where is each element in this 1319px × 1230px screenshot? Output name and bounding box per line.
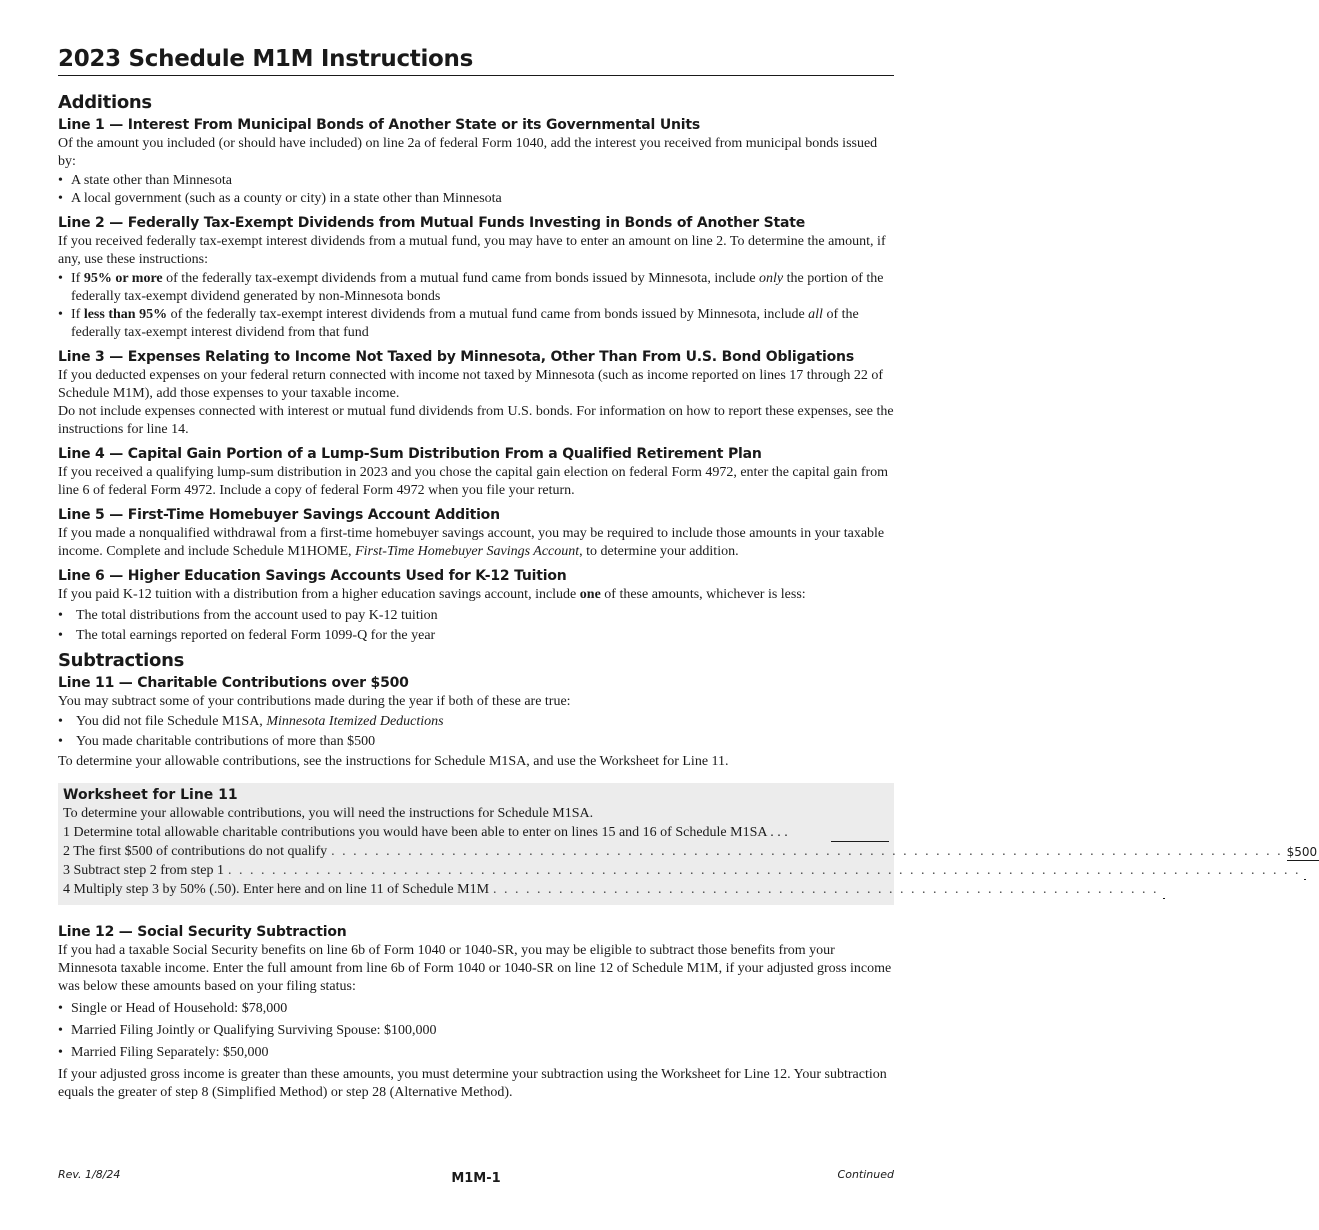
worksheet-step-2: 2 The first $500 of contributions do not qualify . . . . . . . . . . . . . . . . . . . . . . . . . . . . . . . . . . . . . . . . . . . . . . . . . . . . . . . . . . . . . . . . . . . . . . . . . . . . . . . . . . . . . . . $500 bbox=[63, 844, 1318, 859]
list-item: • Single or Head of Household: $78,000 bbox=[58, 1000, 894, 1018]
list-item: • The total earnings reported on federal Form 1099-Q for the year bbox=[58, 627, 894, 645]
line6-list bbox=[58, 607, 894, 645]
step-4-input[interactable] bbox=[1163, 882, 1165, 899]
line4-text: If you received a qualifying lump-sum distribution in 2023 and you chose the capital gain election on federal Form 4972, enter the capital gain from line 6 of federal Form 4972. Include a copy of federal Form 4972 when you file your return. bbox=[58, 465, 889, 498]
line11-list bbox=[58, 713, 894, 751]
line2-text: If you received federally tax-exempt interest dividends from a mutual fund, you may have to enter an amount on line 2. To determine the amount, if any, use these instructions: bbox=[58, 234, 886, 267]
list-item: • If 95% or more of the federally tax-exempt dividends from a mutual fund came from bonds issued by Minnesota, include only the portion of the federally tax-exempt dividend generated by non-Minnesota bonds bbox=[58, 270, 894, 306]
line11-text-2: To determine your allowable contributions, see the instructions for Schedule M1SA, and use the Worksheet for Line 11. bbox=[58, 754, 729, 769]
continued-label: Continued bbox=[837, 1168, 894, 1181]
worksheet-step-4: 4 Multiply step 3 by 50% (.50). Enter here and on line 11 of Schedule M1M . . . . . . . . . . . . . . . . . . . . . . . . . . . . . . . . . . . . . . . . . . . . . . . . . . . . . . . . . . . . . bbox=[63, 880, 889, 899]
worksheet-line11 bbox=[58, 783, 1318, 905]
step-3-input[interactable] bbox=[1304, 863, 1306, 880]
page-content bbox=[58, 44, 1318, 1102]
line2-list bbox=[58, 270, 894, 342]
worksheet-title: Worksheet for Line 11 bbox=[63, 787, 238, 803]
line11-heading: Line 11 — Charitable Contributions over $500 bbox=[58, 675, 409, 691]
line12-text: If you had a taxable Social Security benefits on line 6b of Form 1040 or 1040-SR, you may be eligible to subtract those benefits from your Minnesota taxable income. Enter the full amount from line 6b of Form 1040 or 1040-SR on line 12 of Schedule M1M, if your adjusted gross income was below these amounts based on your filing status: bbox=[58, 943, 892, 994]
list-item: • A local government (such as a county or city) in a state other than Minnesota bbox=[58, 190, 894, 208]
line6-heading: Line 6 — Higher Education Savings Accounts Used for K-12 Tuition bbox=[58, 568, 567, 584]
line2-heading: Line 2 — Federally Tax-Exempt Dividends from Mutual Funds Investing in Bonds of Another State bbox=[58, 215, 805, 231]
worksheet-step-3: 3 Subtract step 2 from step 1 . . . . . . . . . . . . . . . . . . . . . . . . . . . . . . . . . . . . . . . . . . . . . . . . . . . . . . . . . . . . . . . . . . . . . . . . . . . . . . . . . . . . . . . . . . . . . . . . . . bbox=[63, 861, 889, 880]
line1-list bbox=[58, 172, 894, 208]
line4-heading: Line 4 — Capital Gain Portion of a Lump-Sum Distribution From a Qualified Retirement Plan bbox=[58, 446, 762, 462]
list-item: • You made charitable contributions of more than $500 bbox=[58, 733, 894, 751]
line12-heading: Line 12 — Social Security Subtraction bbox=[58, 924, 347, 940]
line3-text: If you deducted expenses on your federal return connected with income not taxed by Minnesota (such as income reported on lines 17 through 22 of Schedule M1M), add those expenses to your taxable income. bbox=[58, 368, 883, 401]
line12-text-2: If your adjusted gross income is greater than these amounts, you must determine your subtraction using the Worksheet for Line 12. Your subtraction equals the greater of step 8 (Simplified Method) or step 28 (Alternative Method). bbox=[58, 1067, 887, 1100]
step-2-value: $500 bbox=[1286, 845, 1318, 859]
page-title: 2023 Schedule M1M Instructions bbox=[58, 44, 894, 76]
line3-text-2: Do not include expenses connected with interest or mutual fund dividends from U.S. bonds. For information on how to report these expenses, see the instructions for line 14. bbox=[58, 404, 894, 437]
list-item: • Married Filing Jointly or Qualifying Surviving Spouse: $100,000 bbox=[58, 1022, 894, 1040]
list-item: • A state other than Minnesota bbox=[58, 172, 894, 190]
list-item: • You did not file Schedule M1SA, Minnesota Itemized Deductions bbox=[58, 713, 894, 731]
worksheet-intro: To determine your allowable contributions, you will need the instructions for Schedule M1SA. bbox=[63, 806, 594, 821]
line3-heading: Line 3 — Expenses Relating to Income Not Taxed by Minnesota, Other Than From U.S. Bond Obligations bbox=[58, 349, 854, 365]
line6-text: If you paid K-12 tuition with a distribution from a higher education savings account, include one of these amounts, whichever is less: bbox=[58, 587, 806, 602]
list-item: • The total distributions from the account used to pay K-12 tuition bbox=[58, 607, 894, 625]
line5-heading: Line 5 — First-Time Homebuyer Savings Account Addition bbox=[58, 507, 500, 523]
line1-text: Of the amount you included (or should have included) on line 2a of federal Form 1040, add the interest you received from municipal bonds issued by: bbox=[58, 136, 878, 169]
line1-heading: Line 1 — Interest From Municipal Bonds of Another State or its Governmental Units bbox=[58, 117, 700, 133]
page-footer bbox=[58, 1168, 894, 1190]
line11-text: You may subtract some of your contributions made during the year if both of these are true: bbox=[58, 694, 571, 709]
list-item: • If less than 95% of the federally tax-exempt interest dividends from a mutual fund came from bonds issued by Minnesota, include all of the federally tax-exempt interest dividend from that fund bbox=[58, 306, 894, 342]
additions-heading: Additions bbox=[58, 92, 152, 113]
page-number: M1M-1 bbox=[451, 1171, 501, 1186]
line5-text: If you made a nonqualified withdrawal from a first-time homebuyer savings account, you may be required to include those amounts in your taxable income. Complete and include Schedule M1HOME, First-Time Homebuyer Savings Account, to determine your addition. bbox=[58, 526, 885, 559]
revision-date: Rev. 1/8/24 bbox=[58, 1168, 121, 1181]
line12-list bbox=[58, 1000, 894, 1062]
list-item: • Married Filing Separately: $50,000 bbox=[58, 1044, 894, 1062]
step-1-input[interactable] bbox=[831, 825, 889, 842]
subtractions-heading: Subtractions bbox=[58, 650, 185, 671]
worksheet-step-1: 1 Determine total allowable charitable contributions you would have been able to enter on lines 15 and 16 of Schedule M1SA . . . bbox=[63, 823, 889, 842]
